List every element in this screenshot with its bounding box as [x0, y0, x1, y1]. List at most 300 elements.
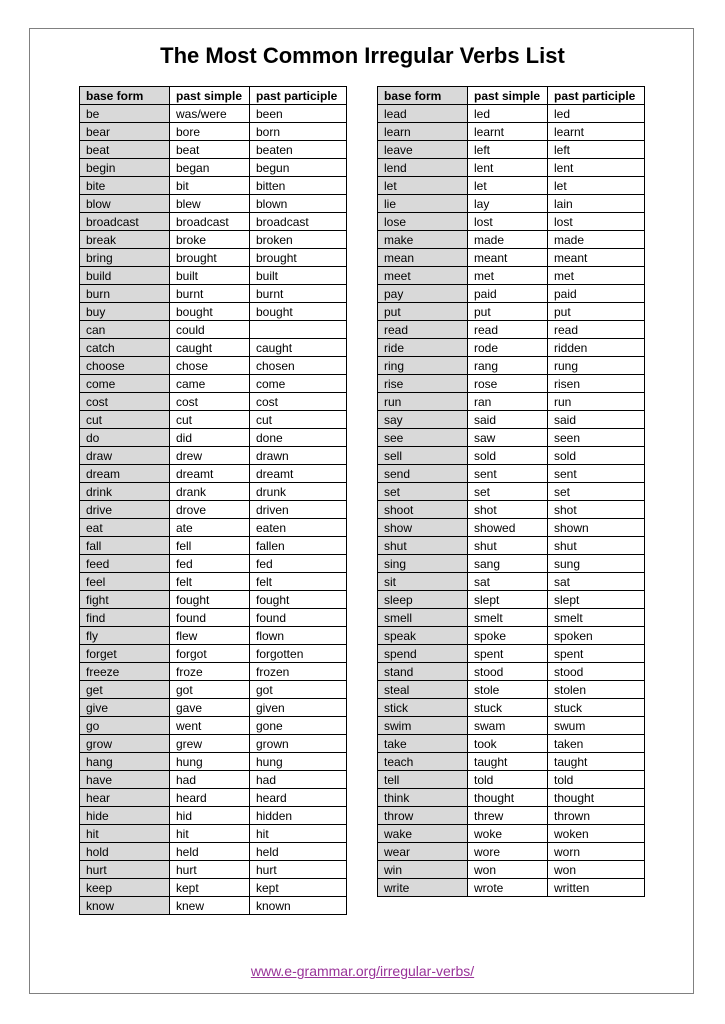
cell-past-participle: born — [250, 123, 347, 141]
cell-past-participle: lost — [548, 213, 645, 231]
header-base-form: base form — [378, 87, 468, 105]
cell-base-form: keep — [80, 879, 170, 897]
cell-past-participle: grown — [250, 735, 347, 753]
cell-base-form: see — [378, 429, 468, 447]
cell-past-participle: shut — [548, 537, 645, 555]
cell-past-simple: could — [170, 321, 250, 339]
cell-base-form: spend — [378, 645, 468, 663]
cell-base-form: go — [80, 717, 170, 735]
cell-base-form: fly — [80, 627, 170, 645]
cell-past-participle: fed — [250, 555, 347, 573]
table-row — [378, 321, 645, 339]
cell-past-simple: told — [468, 771, 548, 789]
cell-past-simple: beat — [170, 141, 250, 159]
cell-base-form: leave — [378, 141, 468, 159]
cell-past-participle: taught — [548, 753, 645, 771]
cell-base-form: stand — [378, 663, 468, 681]
table-row — [378, 555, 645, 573]
cell-base-form: drink — [80, 483, 170, 501]
cell-past-simple: built — [170, 267, 250, 285]
cell-past-participle: put — [548, 303, 645, 321]
cell-past-participle: brought — [250, 249, 347, 267]
cell-past-simple: led — [468, 105, 548, 123]
table-row — [378, 447, 645, 465]
table-row — [80, 339, 347, 357]
cell-past-simple: sat — [468, 573, 548, 591]
header-past-participle: past participle — [548, 87, 645, 105]
cell-past-simple: bought — [170, 303, 250, 321]
cell-past-simple: stuck — [468, 699, 548, 717]
table-row — [80, 213, 347, 231]
cell-past-participle: led — [548, 105, 645, 123]
table-row — [80, 591, 347, 609]
cell-past-participle: sat — [548, 573, 645, 591]
cell-past-simple: kept — [170, 879, 250, 897]
table-row — [378, 789, 645, 807]
cell-base-form: sell — [378, 447, 468, 465]
cell-past-participle: given — [250, 699, 347, 717]
cell-base-form: stick — [378, 699, 468, 717]
cell-base-form: beat — [80, 141, 170, 159]
table-row — [80, 321, 347, 339]
cell-past-simple: thought — [468, 789, 548, 807]
cell-base-form: get — [80, 681, 170, 699]
cell-past-participle: stolen — [548, 681, 645, 699]
cell-past-participle: stood — [548, 663, 645, 681]
cell-base-form: blow — [80, 195, 170, 213]
cell-past-participle: cost — [250, 393, 347, 411]
cell-base-form: wake — [378, 825, 468, 843]
cell-past-simple: said — [468, 411, 548, 429]
table-row — [80, 483, 347, 501]
table-row — [378, 699, 645, 717]
table-row — [378, 501, 645, 519]
cell-past-simple: hid — [170, 807, 250, 825]
cell-past-participle: found — [250, 609, 347, 627]
cell-past-simple: drank — [170, 483, 250, 501]
header-past-simple: past simple — [468, 87, 548, 105]
table-row — [80, 501, 347, 519]
table-row — [80, 897, 347, 915]
cell-past-participle: swum — [548, 717, 645, 735]
cell-base-form: grow — [80, 735, 170, 753]
cell-base-form: smell — [378, 609, 468, 627]
cell-past-simple: lent — [468, 159, 548, 177]
cell-past-participle: won — [548, 861, 645, 879]
cell-past-simple: sent — [468, 465, 548, 483]
table-row — [378, 483, 645, 501]
cell-past-simple: swam — [468, 717, 548, 735]
table-row — [80, 861, 347, 879]
cell-past-participle: blown — [250, 195, 347, 213]
table-row — [80, 357, 347, 375]
table-row — [378, 375, 645, 393]
cell-past-participle: spoken — [548, 627, 645, 645]
cell-past-participle — [250, 321, 347, 339]
table-row — [378, 339, 645, 357]
table-row — [80, 285, 347, 303]
cell-past-participle: built — [250, 267, 347, 285]
cell-past-participle: thought — [548, 789, 645, 807]
cell-past-simple: won — [468, 861, 548, 879]
cell-base-form: eat — [80, 519, 170, 537]
cell-past-simple: let — [468, 177, 548, 195]
cell-base-form: do — [80, 429, 170, 447]
cell-past-simple: wore — [468, 843, 548, 861]
table-row — [378, 357, 645, 375]
cell-base-form: show — [378, 519, 468, 537]
cell-base-form: ring — [378, 357, 468, 375]
table-row — [378, 843, 645, 861]
cell-past-simple: stood — [468, 663, 548, 681]
cell-base-form: lend — [378, 159, 468, 177]
cell-past-participle: beaten — [250, 141, 347, 159]
table-row — [80, 195, 347, 213]
cell-past-simple: held — [170, 843, 250, 861]
table-row — [378, 429, 645, 447]
cell-past-participle: frozen — [250, 663, 347, 681]
table-row — [80, 123, 347, 141]
cell-past-simple: began — [170, 159, 250, 177]
cell-past-participle: fought — [250, 591, 347, 609]
cell-base-form: hide — [80, 807, 170, 825]
cell-past-participle: driven — [250, 501, 347, 519]
cell-past-participle: thrown — [548, 807, 645, 825]
cell-base-form: speak — [378, 627, 468, 645]
cell-past-simple: showed — [468, 519, 548, 537]
table-row — [80, 753, 347, 771]
cell-past-simple: ran — [468, 393, 548, 411]
cell-past-simple: bore — [170, 123, 250, 141]
cell-base-form: read — [378, 321, 468, 339]
cell-past-simple: slept — [468, 591, 548, 609]
cell-past-simple: froze — [170, 663, 250, 681]
cell-base-form: lose — [378, 213, 468, 231]
cell-base-form: build — [80, 267, 170, 285]
cell-base-form: freeze — [80, 663, 170, 681]
cell-past-simple: read — [468, 321, 548, 339]
table-row — [80, 627, 347, 645]
cell-past-simple: learnt — [468, 123, 548, 141]
cell-past-participle: smelt — [548, 609, 645, 627]
table-row — [378, 177, 645, 195]
table-row — [378, 861, 645, 879]
cell-base-form: take — [378, 735, 468, 753]
cell-past-simple: taught — [468, 753, 548, 771]
table-row — [80, 249, 347, 267]
cell-past-simple: lost — [468, 213, 548, 231]
table-row — [80, 411, 347, 429]
cell-past-simple: ate — [170, 519, 250, 537]
cell-past-simple: rose — [468, 375, 548, 393]
cell-past-simple: cost — [170, 393, 250, 411]
table-row — [80, 879, 347, 897]
cell-past-simple: broadcast — [170, 213, 250, 231]
cell-base-form: bite — [80, 177, 170, 195]
cell-base-form: have — [80, 771, 170, 789]
table-row — [378, 393, 645, 411]
cell-past-participle: dreamt — [250, 465, 347, 483]
cell-base-form: lie — [378, 195, 468, 213]
cell-base-form: swim — [378, 717, 468, 735]
cell-past-simple: grew — [170, 735, 250, 753]
cell-past-participle: shown — [548, 519, 645, 537]
cell-base-form: put — [378, 303, 468, 321]
cell-base-form: sing — [378, 555, 468, 573]
table-row — [378, 753, 645, 771]
cell-base-form: forget — [80, 645, 170, 663]
table-row — [80, 681, 347, 699]
cell-past-simple: rode — [468, 339, 548, 357]
cell-base-form: feel — [80, 573, 170, 591]
cell-past-simple: hurt — [170, 861, 250, 879]
cell-past-participle: shot — [548, 501, 645, 519]
cell-past-participle: slept — [548, 591, 645, 609]
table-row — [80, 159, 347, 177]
table-row — [378, 645, 645, 663]
cell-past-participle: gone — [250, 717, 347, 735]
cell-past-simple: met — [468, 267, 548, 285]
cell-base-form: shut — [378, 537, 468, 555]
table-row — [378, 717, 645, 735]
cell-past-participle: risen — [548, 375, 645, 393]
table-row — [378, 735, 645, 753]
cell-base-form: hold — [80, 843, 170, 861]
cell-base-form: break — [80, 231, 170, 249]
table-row — [80, 843, 347, 861]
cell-base-form: can — [80, 321, 170, 339]
cell-past-simple: fought — [170, 591, 250, 609]
cell-past-participle: hidden — [250, 807, 347, 825]
cell-base-form: steal — [378, 681, 468, 699]
table-row — [378, 663, 645, 681]
cell-past-simple: rang — [468, 357, 548, 375]
cell-past-participle: bitten — [250, 177, 347, 195]
cell-base-form: wear — [378, 843, 468, 861]
cell-past-participle: let — [548, 177, 645, 195]
cell-base-form: dream — [80, 465, 170, 483]
cell-past-simple: left — [468, 141, 548, 159]
cell-past-simple: set — [468, 483, 548, 501]
cell-past-participle: burnt — [250, 285, 347, 303]
cell-past-participle: spent — [548, 645, 645, 663]
cell-past-simple: got — [170, 681, 250, 699]
cell-base-form: meet — [378, 267, 468, 285]
table-row — [80, 465, 347, 483]
cell-base-form: sit — [378, 573, 468, 591]
cell-past-participle: known — [250, 897, 347, 915]
cell-past-participle: eaten — [250, 519, 347, 537]
verbs-table-right — [377, 86, 645, 897]
cell-past-simple: had — [170, 771, 250, 789]
cell-base-form: hit — [80, 825, 170, 843]
cell-past-participle: read — [548, 321, 645, 339]
cell-past-simple: did — [170, 429, 250, 447]
cell-base-form: catch — [80, 339, 170, 357]
cell-past-simple: cut — [170, 411, 250, 429]
cell-past-participle: told — [548, 771, 645, 789]
cell-past-participle: kept — [250, 879, 347, 897]
cell-past-simple: went — [170, 717, 250, 735]
table-row — [80, 735, 347, 753]
cell-past-simple: gave — [170, 699, 250, 717]
footer-link[interactable]: www.e-grammar.org/irregular-verbs/ — [250, 963, 475, 979]
cell-past-participle: done — [250, 429, 347, 447]
table-row — [378, 879, 645, 897]
cell-past-simple: wrote — [468, 879, 548, 897]
cell-past-participle: got — [250, 681, 347, 699]
cell-past-simple: heard — [170, 789, 250, 807]
header-past-simple: past simple — [170, 87, 250, 105]
table-row — [378, 213, 645, 231]
table-row — [378, 573, 645, 591]
table-row — [80, 645, 347, 663]
cell-base-form: drive — [80, 501, 170, 519]
cell-past-participle: taken — [548, 735, 645, 753]
cell-past-participle: had — [250, 771, 347, 789]
cell-base-form: think — [378, 789, 468, 807]
table-row — [80, 375, 347, 393]
table-header-row — [378, 87, 645, 105]
cell-past-participle: meant — [548, 249, 645, 267]
cell-past-simple: sold — [468, 447, 548, 465]
table-row — [80, 717, 347, 735]
cell-past-participle: hurt — [250, 861, 347, 879]
cell-past-simple: spoke — [468, 627, 548, 645]
cell-base-form: set — [378, 483, 468, 501]
cell-past-participle: fallen — [250, 537, 347, 555]
cell-base-form: bring — [80, 249, 170, 267]
cell-past-participle: said — [548, 411, 645, 429]
cell-past-participle: met — [548, 267, 645, 285]
table-row — [80, 429, 347, 447]
cell-base-form: fall — [80, 537, 170, 555]
cell-past-simple: drove — [170, 501, 250, 519]
cell-base-form: run — [378, 393, 468, 411]
cell-past-participle: made — [548, 231, 645, 249]
cell-base-form: pay — [378, 285, 468, 303]
table-row — [378, 159, 645, 177]
cell-base-form: feed — [80, 555, 170, 573]
cell-past-simple: made — [468, 231, 548, 249]
table-row — [378, 141, 645, 159]
cell-past-participle: woken — [548, 825, 645, 843]
cell-past-participle: broadcast — [250, 213, 347, 231]
table-row — [80, 105, 347, 123]
table-row — [80, 447, 347, 465]
cell-base-form: find — [80, 609, 170, 627]
cell-base-form: hear — [80, 789, 170, 807]
table-row — [378, 825, 645, 843]
cell-past-simple: saw — [468, 429, 548, 447]
cell-past-participle: lent — [548, 159, 645, 177]
cell-base-form: burn — [80, 285, 170, 303]
cell-past-simple: shot — [468, 501, 548, 519]
cell-past-participle: set — [548, 483, 645, 501]
cell-past-simple: drew — [170, 447, 250, 465]
cell-base-form: hang — [80, 753, 170, 771]
cell-base-form: shoot — [378, 501, 468, 519]
table-row — [378, 807, 645, 825]
cell-base-form: tell — [378, 771, 468, 789]
cell-past-participle: ridden — [548, 339, 645, 357]
cell-base-form: give — [80, 699, 170, 717]
cell-past-simple: hit — [170, 825, 250, 843]
cell-past-participle: learnt — [548, 123, 645, 141]
cell-past-simple: was/were — [170, 105, 250, 123]
table-row — [80, 141, 347, 159]
table-row — [378, 537, 645, 555]
cell-past-participle: begun — [250, 159, 347, 177]
cell-past-participle: chosen — [250, 357, 347, 375]
cell-past-participle: drawn — [250, 447, 347, 465]
cell-base-form: cost — [80, 393, 170, 411]
cell-base-form: begin — [80, 159, 170, 177]
cell-past-simple: chose — [170, 357, 250, 375]
cell-past-simple: found — [170, 609, 250, 627]
table-row — [80, 663, 347, 681]
cell-base-form: win — [378, 861, 468, 879]
cell-base-form: make — [378, 231, 468, 249]
cell-base-form: come — [80, 375, 170, 393]
table-row — [378, 465, 645, 483]
table-row — [80, 825, 347, 843]
cell-past-simple: took — [468, 735, 548, 753]
table-row — [378, 231, 645, 249]
cell-past-participle: forgotten — [250, 645, 347, 663]
cell-past-participle: felt — [250, 573, 347, 591]
table-row — [378, 285, 645, 303]
cell-past-simple: stole — [468, 681, 548, 699]
cell-past-participle: broken — [250, 231, 347, 249]
table-row — [80, 807, 347, 825]
cell-past-participle: cut — [250, 411, 347, 429]
cell-past-participle: come — [250, 375, 347, 393]
table-row — [80, 267, 347, 285]
cell-past-participle: seen — [548, 429, 645, 447]
cell-base-form: say — [378, 411, 468, 429]
table-row — [378, 267, 645, 285]
cell-past-simple: felt — [170, 573, 250, 591]
cell-base-form: sleep — [378, 591, 468, 609]
cell-past-simple: shut — [468, 537, 548, 555]
table-row — [80, 771, 347, 789]
cell-base-form: lead — [378, 105, 468, 123]
cell-past-participle: paid — [548, 285, 645, 303]
cell-past-simple: lay — [468, 195, 548, 213]
cell-past-simple: fed — [170, 555, 250, 573]
cell-base-form: bear — [80, 123, 170, 141]
cell-base-form: fight — [80, 591, 170, 609]
cell-past-participle: flown — [250, 627, 347, 645]
cell-past-simple: threw — [468, 807, 548, 825]
cell-past-participle: hit — [250, 825, 347, 843]
cell-past-simple: fell — [170, 537, 250, 555]
table-row — [80, 555, 347, 573]
table-row — [80, 177, 347, 195]
cell-past-simple: dreamt — [170, 465, 250, 483]
table-row — [378, 249, 645, 267]
cell-past-simple: woke — [468, 825, 548, 843]
cell-past-simple: spent — [468, 645, 548, 663]
cell-base-form: learn — [378, 123, 468, 141]
cell-base-form: choose — [80, 357, 170, 375]
cell-past-simple: forgot — [170, 645, 250, 663]
cell-past-simple: bit — [170, 177, 250, 195]
cell-past-simple: blew — [170, 195, 250, 213]
verbs-table-left — [79, 86, 347, 915]
table-row — [378, 195, 645, 213]
